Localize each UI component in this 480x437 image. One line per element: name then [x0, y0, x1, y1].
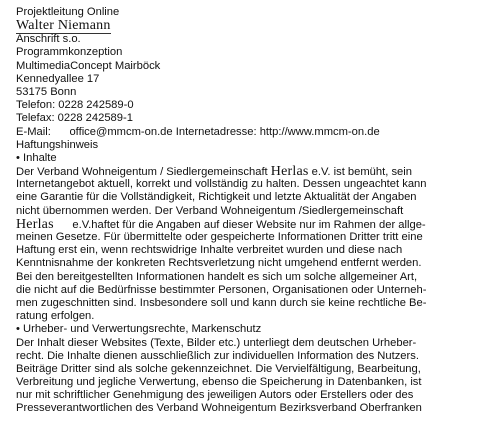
- content-line: Kenntnisnahme der konkreten Rechtsverletzung nicht umgehend entfernt werden.: [16, 257, 422, 270]
- copyright-paragraph: [16, 337, 476, 416]
- copyright-line: recht. Die Inhalte dienen ausschließlich zur individuellen Information des Nutzers.: [16, 349, 419, 362]
- content-line: Bei den bereitgestellten Informationen handelt es sich um solche allgemeiner Art,: [16, 270, 418, 283]
- content-line: die nicht auf die Bedürfnisse bestimmter Personen, Organisationen oder Unterneh-: [16, 283, 427, 296]
- fax-line: Telefax: 0228 242589-1: [16, 112, 133, 125]
- phone-line: Telefon: 0228 242589-0: [16, 99, 134, 112]
- content-line: men zugeschnitten sind. Insbesondere soll und kann durch sie keine rechtliche Be-: [16, 296, 427, 309]
- address-note: Anschrift s.o.: [16, 33, 81, 46]
- content-line: Haftung erst ein, wenn rechtswidrige Inhalte verbreitet wurden und diese nach: [16, 244, 403, 257]
- content-line: [16, 218, 476, 231]
- copyright-line: Verbreitung und jegliche Verwertung, ebenso die Speicherung in Datenbanken, ist: [16, 376, 422, 389]
- handwritten-insert: Herlas: [16, 216, 54, 232]
- handwritten-insert: Herlas: [270, 164, 309, 180]
- company-line: MultimediaConcept Mairböck: [16, 59, 161, 72]
- copyright-line: Beiträge Dritter sind als solche gekennzeichnet. Die Vervielfältigung, Bearbeitung,: [16, 362, 421, 375]
- content-line: Internetangebot aktuell, korrekt und vollständig zu halten. Dessen ungeachtet kann: [16, 178, 427, 191]
- city-line: 53175 Bonn: [16, 85, 77, 98]
- role-line: Programmkonzeption: [16, 46, 123, 59]
- content-paragraph: [16, 165, 476, 323]
- street-line: Kennedyallee 17: [16, 72, 100, 85]
- content-line: nicht übernommen werden. Der Verband Wohneigentum /Siedlergemeinschaft: [16, 204, 404, 217]
- project-lead-label: Projektleitung Online: [16, 6, 120, 18]
- content-line-text: Der Verband Wohneigentum / Siedlergemeinschaft: [16, 166, 271, 179]
- copyright-line: Presseverantwortlichen des Verband Wohneigentum Bezirksverband Oberfranken: [16, 402, 422, 415]
- handwritten-name: [16, 19, 476, 33]
- email-line: E-Mail: office@mmcm-on.de Internetadresse: http://www.mmcm-on.de: [16, 125, 380, 138]
- document-sheet: [16, 6, 476, 416]
- copyright-heading: • Urheber- und Verwertungsrechte, Markenschutz: [16, 323, 262, 336]
- content-line-text: e.V.haftet für die Angaben auf dieser Website nur im Rahmen der allge-: [53, 218, 426, 231]
- disclaimer-title: Haftungshinweis: [16, 138, 99, 151]
- content-heading: • Inhalte: [16, 151, 57, 164]
- handwritten-name-text: Walter Niemann: [16, 18, 111, 34]
- copyright-line: Der Inhalt dieser Websites (Texte, Bilder etc.) unterliegt dem deutschen Urheber-: [16, 336, 417, 349]
- content-line-text: e.V. ist bemüht, sein: [308, 166, 412, 179]
- copyright-line: nur mit schriftlicher Genehmigung des jeweiligen Autors oder Erstellers oder des: [16, 389, 414, 402]
- content-line: [16, 165, 476, 178]
- content-line: eine Garantie für die Vollständigkeit, Richtigkeit und letzte Aktualität der Angaben: [16, 191, 417, 204]
- content-line: ratung erfolgen.: [16, 310, 95, 323]
- content-line: meinen Gesetze. Für übermittelte oder gespeicherte Informationen Dritter tritt eine: [16, 231, 423, 243]
